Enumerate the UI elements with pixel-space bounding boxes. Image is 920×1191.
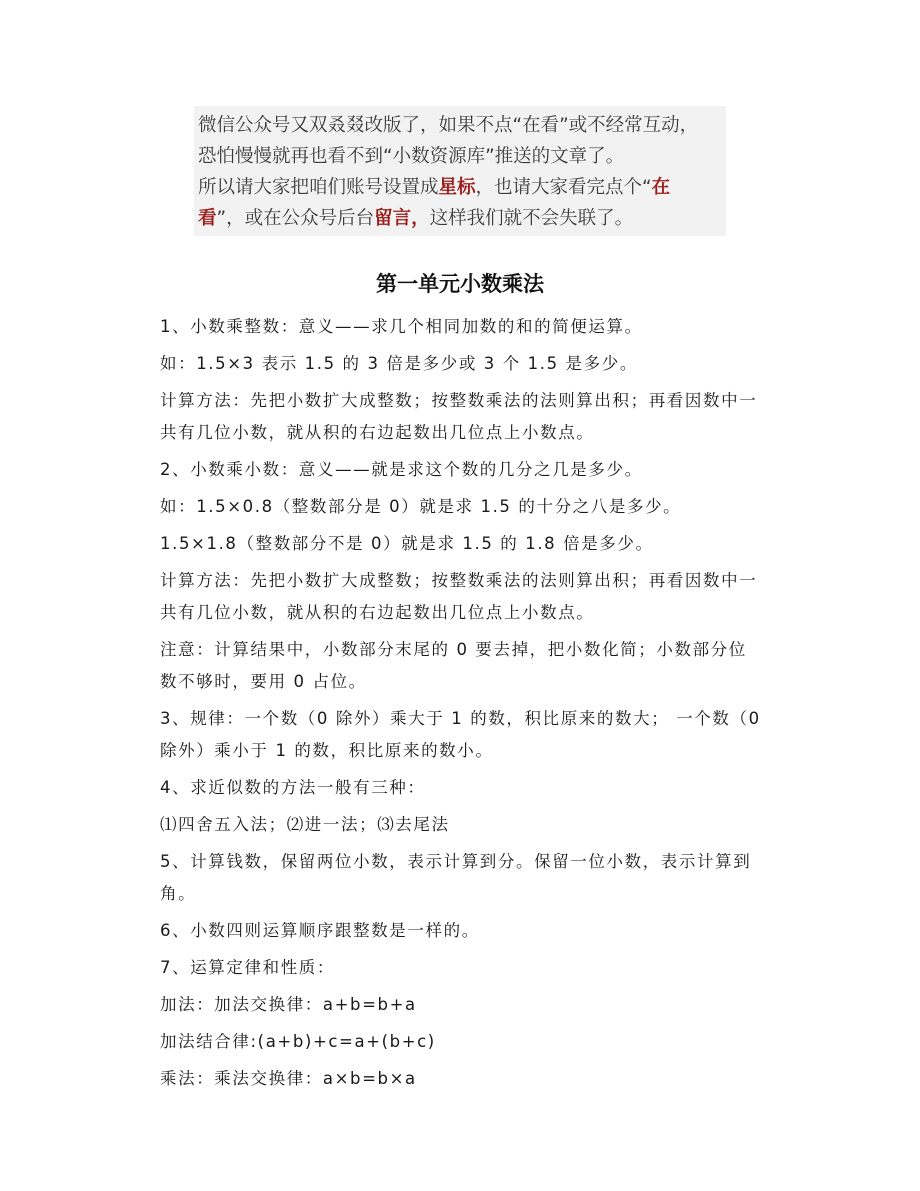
paragraph: 5、计算钱数，保留两位小数，表示计算到分。保留一位小数，表示计算到角。: [160, 852, 752, 903]
star-mark-highlight: 星标: [438, 177, 476, 198]
paragraph: 7、运算定律和性质：: [160, 958, 335, 977]
paragraph: 1、小数乘整数：意义——求几个相同加数的和的简便运算。: [160, 317, 643, 336]
document-body: [160, 311, 764, 1100]
paragraph: ⑴四舍五入法；⑵进一法；⑶去尾法: [160, 815, 450, 834]
comment-highlight: 留言，: [374, 208, 430, 229]
subscription-notice: [194, 106, 726, 236]
paragraph: 4、求近似数的方法一般有三种：: [160, 778, 426, 797]
notice-line-3: 所以请大家把咱们账号设置成星标，也请大家看完点个“在: [198, 177, 671, 198]
reading-highlight-start: 在: [651, 177, 671, 198]
paragraph: 乘法：乘法交换律：a×b=b×a: [160, 1069, 417, 1088]
paragraph: 计算方法：先把小数扩大成整数；按整数乘法的法则算出积；再看因数中一共有几位小数，就从积的右边起数出几位点上小数点。: [160, 391, 758, 442]
notice-line-4: 看”，或在公众号后台留言，这样我们就不会失联了。: [198, 208, 634, 229]
paragraph: 2、小数乘小数：意义——就是求这个数的几分之几是多少。: [160, 460, 643, 479]
paragraph: 计算方法：先把小数扩大成整数；按整数乘法的法则算出积；再看因数中一共有几位小数，就从积的右边起数出几位点上小数点。: [160, 571, 758, 622]
page-title: 第一单元小数乘法: [376, 272, 544, 296]
notice-line-1: 微信公众号又双叒叕改版了，如果不点“在看”或不经常互动，: [198, 115, 699, 136]
paragraph: 6、小数四则运算顺序跟整数是一样的。: [160, 921, 480, 940]
paragraph: 注意：计算结果中，小数部分末尾的 0 要去掉，把小数化简；小数部分位数不够时，要用 0 占位。: [160, 640, 747, 691]
paragraph: 3、规律：一个数（0 除外）乘大于 1 的数，积比原来的数大； 一个数（0 除外）乘小于 1 的数，积比原来的数小。: [160, 709, 761, 760]
reading-highlight-end: 看: [198, 208, 217, 229]
paragraph: 1.5×1.8（整数部分不是 0）就是求 1.5 的 1.8 倍是多少。: [160, 534, 654, 553]
notice-line-2: 恐怕慢慢就再也看不到“小数资源库”推送的文章了。: [198, 146, 625, 167]
paragraph: 加法：加法交换律：a+b=b+a: [160, 995, 417, 1014]
paragraph: 加法结合律:(a+b)+c=a+(b+c): [160, 1032, 436, 1051]
paragraph: 如：1.5×3 表示 1.5 的 3 倍是多少或 3 个 1.5 是多少。: [160, 354, 638, 373]
paragraph: 如：1.5×0.8（整数部分是 0）就是求 1.5 的十分之八是多少。: [160, 497, 682, 516]
